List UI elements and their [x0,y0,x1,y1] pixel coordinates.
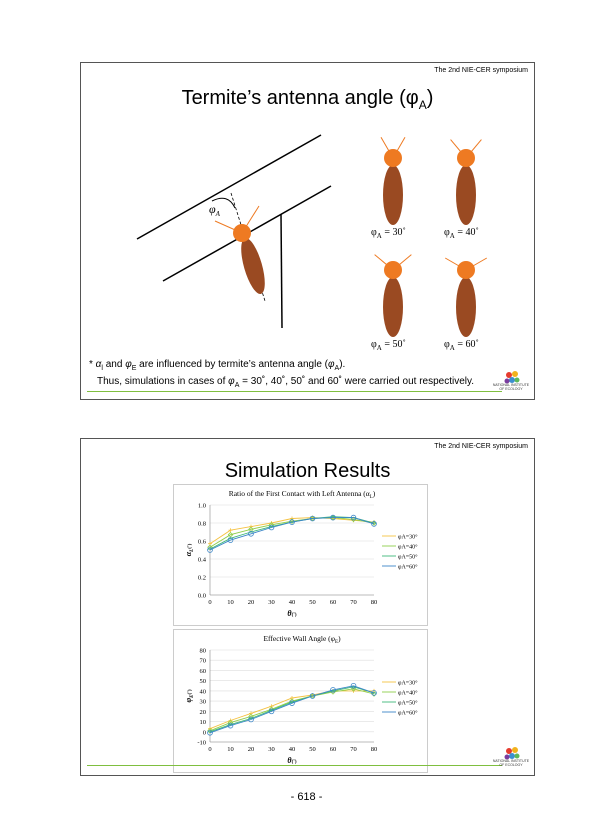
termite-head-main [233,224,251,242]
legend-label: φA=30° [398,534,418,541]
x-tick-label: 70 [350,746,357,753]
termite-head [457,149,475,167]
termite-body-main [236,236,269,297]
termite-angle-label: $\varphi_A$ = 30˚ [371,227,406,240]
legend-label: φA=40° [398,544,418,551]
chart-phi-e-svg [174,630,427,772]
phi-a-label: $\varphi_A$ [209,202,220,218]
termite-head [384,261,402,279]
y-tick-label: 0.0 [197,592,206,600]
y-tick-label: 40 [199,688,206,696]
x-tick-label: 30 [268,746,275,753]
y-axis-label: $\varphi_E^{(˚)}$ [184,689,195,703]
nie-logo [492,745,530,771]
y-tick-label: 10 [199,719,206,727]
termite-body [383,277,403,337]
legend-label: φA=40° [398,690,418,697]
footer-rule [87,391,502,392]
y-tick-label: 50 [199,678,206,686]
x-tick-label: 50 [309,746,316,753]
slide-title: Simulation Results [224,460,391,482]
y-tick-label: 70 [199,657,206,665]
x-tick-label: 60 [329,599,337,606]
chart-title: Effective Wall Angle $(\varphi_E)$ [263,634,341,645]
nie-logo [492,369,530,395]
x-tick-label: 50 [309,599,316,606]
y-tick-label: 0.6 [197,538,206,546]
x-tick-label: 60 [329,746,337,753]
y-tick-label: 0.2 [197,574,206,582]
x-tick-label: 40 [288,599,296,606]
x-tick-label: 80 [370,599,378,606]
wall-line-left [163,237,241,281]
slide-title: Termite’s antenna angle $(\varphi_A)$ [181,87,434,112]
legend-label: φA=50° [398,554,418,561]
y-tick-label: 0.4 [197,556,206,564]
wall-line-top [137,135,321,239]
termite-angle-label: $\varphi_A$ = 50˚ [371,339,406,352]
note-text [89,358,474,392]
y-axis-label: $\alpha_L^{(˚)}$ [184,543,195,557]
y-tick-label: 0.8 [197,520,206,528]
x-axis-label: θ(˚) [287,609,297,618]
symposium-label: The 2nd NIE-CER symposium [434,67,528,74]
chart-alpha-l [173,484,428,626]
y-tick-label: 0 [202,729,206,737]
x-tick-label: 20 [247,599,255,606]
y-tick-label: 60 [199,667,206,675]
note-line-1: * $\alpha_l$ and $\varphi_E$ are influenced by termite’s antenna angle $(\varphi_A)$. [89,359,346,372]
chart-phi-e [173,629,428,773]
x-tick-label: 40 [288,746,296,753]
series-line [210,687,374,732]
slide-antenna-angle [80,62,535,400]
y-tick-label: 1.0 [197,502,206,510]
nie-logo-text: NATIONAL INSTITUTE OF ECOLOGY [492,759,530,767]
slide-simulation-results [80,438,535,776]
wall-line-vertical [281,214,282,328]
chart-title: Ratio of the First Contact with Left Antenna $(\alpha_L)$ [228,489,376,500]
x-tick-label: 30 [268,599,275,606]
termite-diagram [81,63,536,353]
y-tick-label: 80 [199,647,206,655]
termite-body [456,277,476,337]
note-line-2: Thus, simulations in cases of $\varphi_A$ = 30˚, 40˚, 50˚ and 60˚ were carried out respectively. [97,376,475,389]
page-number: - 618 - [290,791,323,803]
nie-logo-text: NATIONAL INSTITUTE OF ECOLOGY [492,383,530,391]
termite-body [456,165,476,225]
y-tick-label: -10 [197,739,206,747]
footer-rule [87,765,502,766]
y-tick-label: 30 [199,698,206,706]
termite-head [384,149,402,167]
x-tick-label: 80 [370,746,378,753]
termite-angle-label: $\varphi_A$ = 40˚ [444,227,479,240]
termite-body [383,165,403,225]
x-tick-label: 70 [350,599,357,606]
legend-label: φA=60° [398,564,418,571]
chart-alpha-l-svg [174,485,427,625]
y-tick-label: 20 [199,708,206,716]
x-axis-label: θ(˚) [287,756,297,765]
series-line [210,686,374,733]
wall-line-branch [241,186,331,237]
x-tick-label: 10 [227,599,234,606]
legend-label: φA=60° [398,710,418,717]
termite-variants [371,137,487,352]
x-tick-label: 10 [227,746,234,753]
legend-label: φA=30° [398,680,418,687]
legend-label: φA=50° [398,700,418,707]
x-tick-label: 0 [208,599,212,606]
x-tick-label: 0 [208,746,212,753]
termite-angle-label: $\varphi_A$ = 60˚ [444,339,479,352]
termite-head [457,261,475,279]
symposium-label: The 2nd NIE-CER symposium [434,443,528,450]
x-tick-label: 20 [247,746,255,753]
